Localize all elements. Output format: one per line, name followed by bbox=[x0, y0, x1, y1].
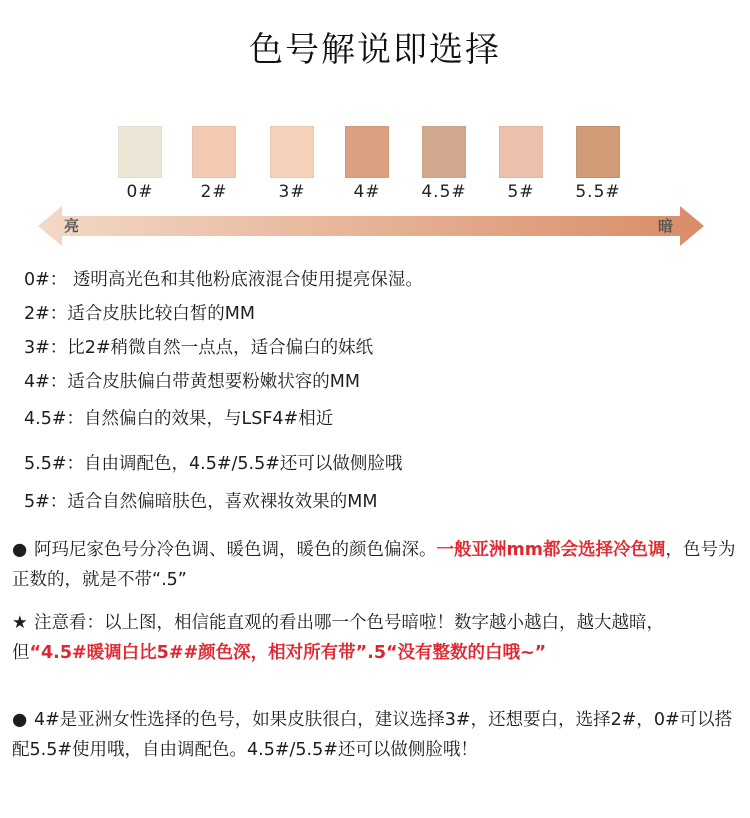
highlight-text: 一般亚洲mm都会选择冷色调 bbox=[436, 540, 666, 560]
shade-description: 3#：比2#稍微自然一点点，适合偏白的妹纸 bbox=[24, 338, 374, 358]
swatch-row bbox=[0, 126, 750, 206]
swatch-3 bbox=[270, 126, 314, 202]
brightness-scale bbox=[38, 206, 704, 246]
note-tone: ● 阿玛尼家色号分冷色调、暖色调，暖色的颜色偏深。一般亚洲mm都会选择冷色调，色号为正数的，就是不带“.5” bbox=[12, 535, 738, 595]
swatch-4-5 bbox=[421, 126, 467, 202]
shade-description: 5#：适合自然偏暗肤色，喜欢裸妆效果的MM bbox=[24, 492, 378, 512]
bullet-dot-icon: ● bbox=[12, 540, 28, 560]
swatch-label: 2# bbox=[200, 182, 228, 202]
bullet-dot-icon: ● bbox=[12, 710, 28, 730]
highlight-text: “4.5#暖调白比5##颜色深，相对所有带”.5“没有整数的白哦~” bbox=[29, 643, 547, 663]
swatch-4 bbox=[345, 126, 389, 202]
swatch-chip bbox=[270, 126, 314, 178]
swatch-5 bbox=[499, 126, 543, 202]
shade-description: 2#：适合皮肤比较白皙的MM bbox=[24, 304, 255, 324]
swatch-label: 3# bbox=[278, 182, 306, 202]
star-icon: ★ bbox=[12, 613, 28, 633]
swatch-0 bbox=[118, 126, 162, 202]
swatch-label: 0# bbox=[126, 182, 154, 202]
shade-description: 5.5#：自由调配色，4.5#/5.5#还可以做侧脸哦 bbox=[24, 454, 403, 474]
shade-description: 4.5#：自然偏白的效果，与LSF4#相近 bbox=[24, 409, 334, 429]
swatch-label: 4.5# bbox=[421, 182, 467, 202]
dark-label: 暗 bbox=[658, 217, 674, 235]
note-recommend: ● 4#是亚洲女性选择的色号，如果皮肤很白，建议选择3#，还想要白，选择2#，0#可以搭配5.5#使用哦，自由调配色。4.5#/5.5#还可以做侧脸哦！ bbox=[12, 705, 738, 765]
swatch-chip bbox=[499, 126, 543, 178]
swatch-chip bbox=[118, 126, 162, 178]
shade-description: 4#：适合皮肤偏白带黄想要粉嫩状容的MM bbox=[24, 372, 360, 392]
swatch-5-5 bbox=[575, 126, 621, 202]
light-label: 亮 bbox=[64, 217, 80, 235]
swatch-2 bbox=[192, 126, 236, 202]
swatch-label: 5# bbox=[507, 182, 535, 202]
shade-description: 0#： 透明高光色和其他粉底液混合使用提亮保湿。 bbox=[24, 270, 423, 290]
swatch-label: 4# bbox=[353, 182, 381, 202]
swatch-chip bbox=[192, 126, 236, 178]
double-arrow-icon bbox=[38, 206, 704, 246]
swatch-label: 5.5# bbox=[575, 182, 621, 202]
swatch-chip bbox=[576, 126, 620, 178]
swatch-chip bbox=[345, 126, 389, 178]
note-attention: ★ 注意看：以上图，相信能直观的看出哪一个色号暗啦！数字越小越白，越大越暗，但“4.5#暖调白比5##颜色深，相对所有带”.5“没有整数的白哦~” bbox=[12, 608, 738, 668]
page-title: 色号解说即选择 bbox=[249, 30, 501, 70]
swatch-chip bbox=[422, 126, 466, 178]
